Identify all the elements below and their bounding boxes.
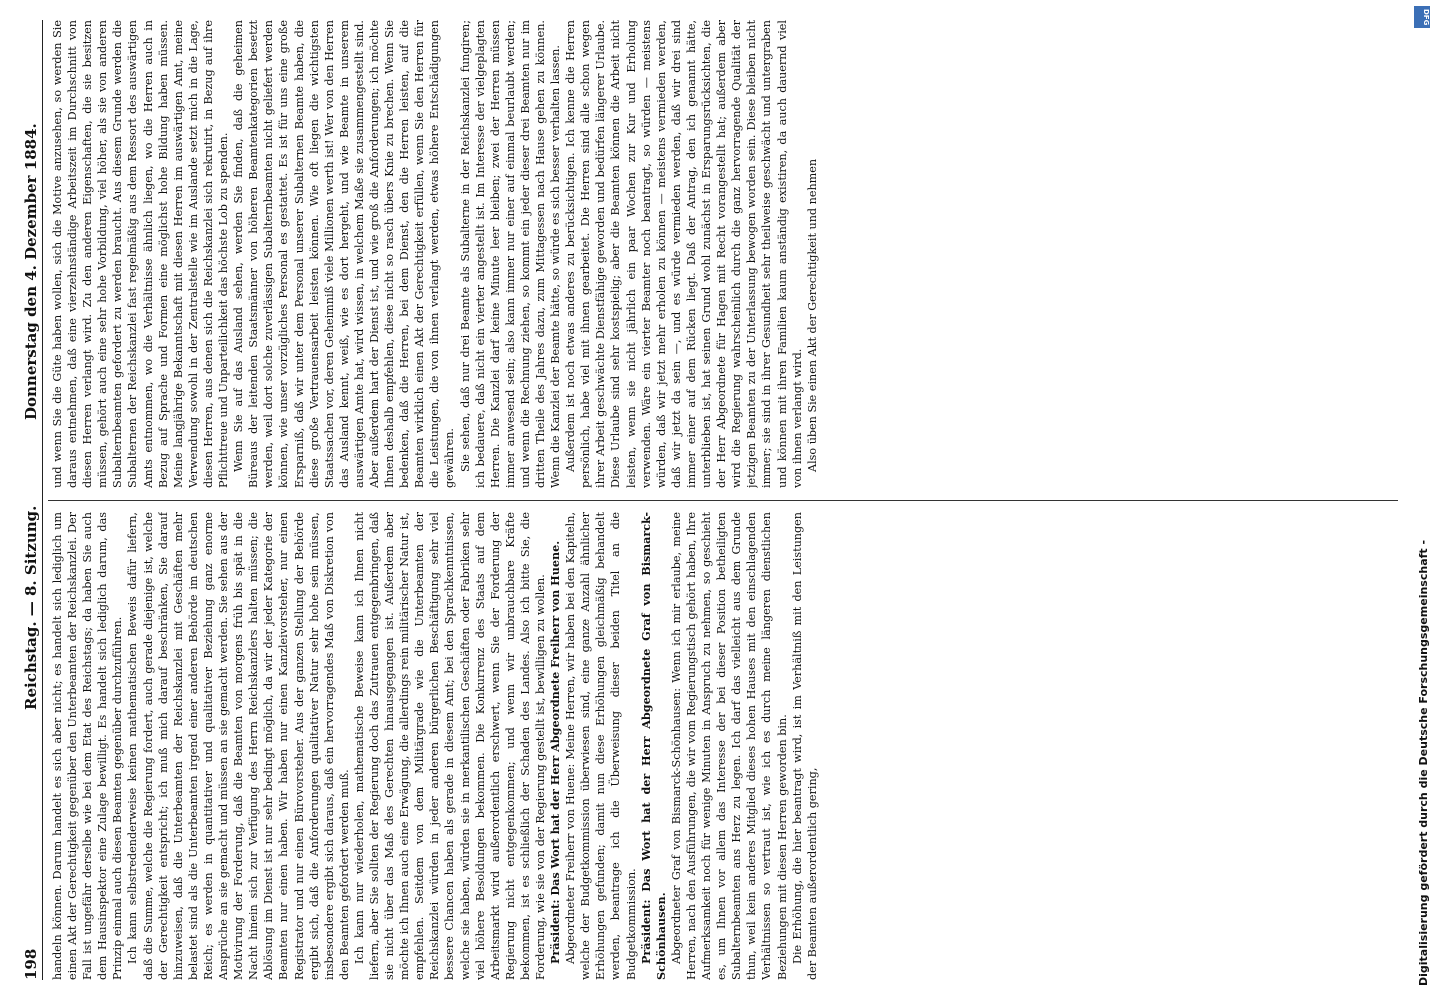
paragraph-speech-bismarck: Abgeordneter Graf von Bismarck-Schönhausen: Wenn ich mir erlaube, meine Herren, nach den Ausführungen, die wir vom Regierungstisch gehört haben, Ihre Aufmerksamkeit noch für wenige Minuten in Anspruch zu nehmen, so geschieht es, um Ihnen vor allem das Interesse der bei dieser Position betheiligten Subalternbeamten ans Herz zu legen. Ich darf das vielleicht aus dem Grunde thun, weil kein anderes Mitglied dieses hohen Hauses mit den einschlagenden Verhältnissen so vertraut ist, wie ich es durch meine längeren dienstlichen Beziehungen mit diesen Herren geworden bin. bbox=[669, 512, 789, 980]
paragraph: Wenn Sie auf das Ausland sehen, werden Sie finden, daß die geheimen Büreaus der leitenden Staatsmänner von höheren Beamtenkategorien besetzt werden, weil dort solche zuverlässigen Subalternbeamten nicht geliefert werden können, wie unser vorzügliches Personal es gestattet. Es ist für uns eine große Ersparniß, daß wir unter dem Personal unserer Subalternen Beamte haben, die diese große Vertrauensarbeit leisten können. Wie oft liegen die wichtigsten Staatssachen vor, deren Geheimniß viele Millionen werth ist! Wer von den Herren das Ausland kennt, weiß, wie es dort hergeht, und wie Beamte in unserem auswärtigen Amte hat, wird wissen, in welchem Maße sie zusammengestellt sind. Aber außerdem hart der Dienst ist, und wie groß die Anforderungen; ich möchte Ihnen deshalb empfehlen, diese nicht so rasch übers Knie zu brechen. Wenn Sie bedenken, daß die Herren, bei dem Dienst, den die Herren leisten, auf die Beamten wirklich einen Akt der Gerechtigkeit erfüllen, wenn Sie den Herren für die Leistungen, die von ihnen verlangt werden, etwas höhere Entschädigungen gewähren. bbox=[232, 20, 457, 488]
text-column-right bbox=[50, 20, 1400, 488]
rotated-newspaper-page bbox=[20, 20, 1410, 980]
text-column-left bbox=[50, 512, 1400, 980]
page-header bbox=[20, 20, 43, 980]
paragraph-speech-huene: Abgeordneter Freiherr von Huene: Meine Herren, wir haben bei den Kapiteln, welche der Budgetkommission überwiesen sind, eine ganze Anzahl ähnlicher Erhöhungen gefunden; damit nun diese Erhöhungen gleichmäßig behandelt werden, beantrage ich die Überweisung dieser beiden Titel an die Budgetkommission. bbox=[564, 512, 638, 980]
paragraph-speaker-president: Präsident: Das Wort hat der Herr Abgeordnete Freiherr von Huene. bbox=[548, 540, 563, 964]
paragraph: Außerdem ist noch etwas anderes zu berücksichtigen. Ich kenne die Herren persönlich, habe viel mit ihnen gearbeitet. Die Herren sind alle schon wegen ihrer Arbeit geschwächte Dienstfähige geworden und bedürfen längerer Urlaube. Diese Urlaube sind sehr kostspielig; aber die Beamten können die Arbeit nicht leisten, wenn sie nicht jährlich ein paar Wochen zur Kur und Erholung verwenden. Wäre ein vierter Beamter noch beantragt, so würden — meistens würden, daß wir jetzt mehr erholen zu können — meistens vermieden werden, daß wir jetzt da sein —, und es würde vermieden werden, daß wir drei sind immer einer auf dem Rücken liegt. Daß der Antrag, den ich genannt hätte, unterblieben ist, hat seinen Grund wohl zunächst in Ersparungsrücksichten, die der Herr Abgeordnete für Hagen mit Recht vorangestellt hat; außerdem aber wird die Regierung wahrscheinlich durch die ganz hervorragende Qualität der jetzigen Beamten zu der Unterlassung bewogen worden sein. Diese bleiben nicht immer; sie sind in ihrer Gesundheit sehr theilweise geschwächt und untergraben und können mit ihren Familien kaum anständig existiren, da auch dauernd viel von ihnen verlangt wird. bbox=[564, 20, 804, 488]
paragraph: handeln können. Darum handelt es sich aber nicht; es handelt sich lediglich um einen Akt der Gerechtigkeit gegenüber den Unterbeamten der Reichskanzlei. Der Fall ist ungefähr derselbe wie bei dem Etat des Reichstags; da haben Sie auch dem Hausinspektor eine Zulage bewilligt. Es handelt sich lediglich darum, das Prinzip einmal auch diesen Beamten gegenüber durchzuführen. bbox=[51, 512, 125, 980]
header-date: Donnerstag den 4. Dezember 1884. bbox=[22, 123, 40, 420]
dfg-logo: DFG bbox=[1414, 6, 1430, 28]
paragraph: Sie sehen, daß nur drei Beamte als Subalterne in der Reichskanzlei fungiren; ich bedauere, daß nicht ein vierter angestellt ist. Im Interesse der vielgeplagten Herren. Die Kanzlei darf keine Minute leer bleiben; zwei der Herren müssen immer anwesend sein; also kann immer nur einer auf einmal beurlaubt werden; und wenn die Rechnung ziehen, so kommt ein jeder dieser drei Beamten nur im dritten Theile des Jahres dazu, zum Mittagessen nach Hause gehen zu können. Wenn die Kanzlei der Beamte hätte, so würde es sich besser verhalten lassen. bbox=[458, 20, 563, 488]
paragraph: Ich kann nur wiederholen, mathematische Beweise kann ich Ihnen nicht liefern, aber Sie sollten der Regierung doch das Zutrauen entgegenbringen, daß sie nicht über das Maß des Gerechten hinausgegangen ist. Außerdem aber möchte ich Ihnen auch eine Erwägung, die allerdings rein militärischer Natur ist, empfehlen. Seitdem von dem Militärgrade wie die Unterbeamten der Reichskanzlei würden in jeder anderen bürgerlichen Beschäftigung sehr viel bessere Chancen haben als gerade in diesem Amt; bei den Sprachkenntnissen, welche sie haben, würden sie in merkantilischen Geschäften oder Fabriken sehr viel höhere Besoldungen bekommen. Die Konkurrenz des Staats auf dem Arbeitsmarkt wird außerordentlich erschwert, wenn Sie der Forderung der Regierung nicht entgegenkommen; und wenn wir unbrauchbare Kräfte bekommen, ist es schließlich der Schaden des Landes. Also ich bitte Sie, die Forderung, wie sie von der Regierung gestellt ist, bewilligen zu wollen. bbox=[352, 512, 547, 980]
page-number: 198 bbox=[22, 948, 40, 980]
paragraph: Ich kann selbstredenderweise keinen mathematischen Beweis dafür liefern, daß die Summe, welche die Regierung fordert, auch gerade diejenige ist, welche der Gerechtigkeit entspricht; ich muß mich darauf beschränken, Sie darauf hinzuweisen, daß die Unterbeamten der Reichskanzlei mit Geschäften mehr belastet sind als die Unterbeamten irgend einer anderen Behörde im deutschen Reich; es werden in quantitativer und qualitativer Beziehung ganz enorme Ansprüche an sie gemacht und müssen an sie gemacht werden. Sie sehen aus der Motivirung der Forderung, daß die Beamten von morgens früh bis spät in die Nacht hinein sich zur Verfügung des Herrn Reichskanzlers halten müssen; die Ablösung im Dienst ist nur sehr bedingt möglich, da wir der jeder Kategorie der Beamten nur einen haben. Wir haben nur einen Kanzleivorsteher, nur einen Registrator und nur einen Bürovorsteher. Aus der ganzen Stellung der Behörde ergibt sich, daß die Anforderungen qualitativer Natur sehr hohe sein müssen, insbesondere ergibt sich daraus, daß ein hervorragendes Maß von Diskretion von den Beamten gefordert werden muß. bbox=[126, 512, 351, 980]
header-session: Reichstag. — 8. Sitzung. bbox=[22, 505, 40, 710]
paragraph: und wenn Sie die Güte haben wollen, sich die Motive anzusehen, so werden Sie daraus entnehmen, daß eine vierzehnständige Arbeitszeit im Durchschnitt von diesen Herren verlangt wird. Zu den anderen Eigenschaften, die sie besitzen müssen, gehört auch eine sehr hohe Vorbildung, viel höher, als sie von anderen Subalternbeamten gefordert zu werden braucht. Aus diesem Grunde werden die Subalternen der Reichskanzlei fast regelmäßig aus dem Ressort des auswärtigen Amts entnommen, wo die Verhältnisse ähnlich liegen, wo die Herren auch in Bezug auf Sprache und Formen eine möglichst hohe Bildung haben müssen. Meine langjährige Bekanntschaft mit diesen Herren im auswärtigen Amt, meine Verwendung sowohl in der Zentralstelle wie im Auslande setzt mich in die Lage, diesen Herren, aus denen sich die Reichskanzlei sich rekrutirt, in Bezug auf ihre Pflichttreue und Unparteilichkeit das höchste Lob zu spenden. bbox=[51, 20, 231, 488]
paragraph-speaker-president-2: Präsident: Das Wort hat der Herr Abgeordnete Graf von Bismarck-Schönhausen. bbox=[638, 512, 668, 980]
paragraph: Also üben Sie einen Akt der Gerechtigkeit und nehmen bbox=[805, 158, 819, 472]
column-divider bbox=[48, 500, 1398, 501]
paragraph: Die Erhöhung, die hier beantragt wird, ist im Verhältniß mit den Leistungen der Beamten außerordentlich gering, bbox=[790, 512, 819, 980]
digitization-credit bbox=[1408, 6, 1430, 986]
credit-text: Digitalisierung gefördert durch die Deutsche Forschungsgemeinschaft - bbox=[1417, 539, 1430, 986]
